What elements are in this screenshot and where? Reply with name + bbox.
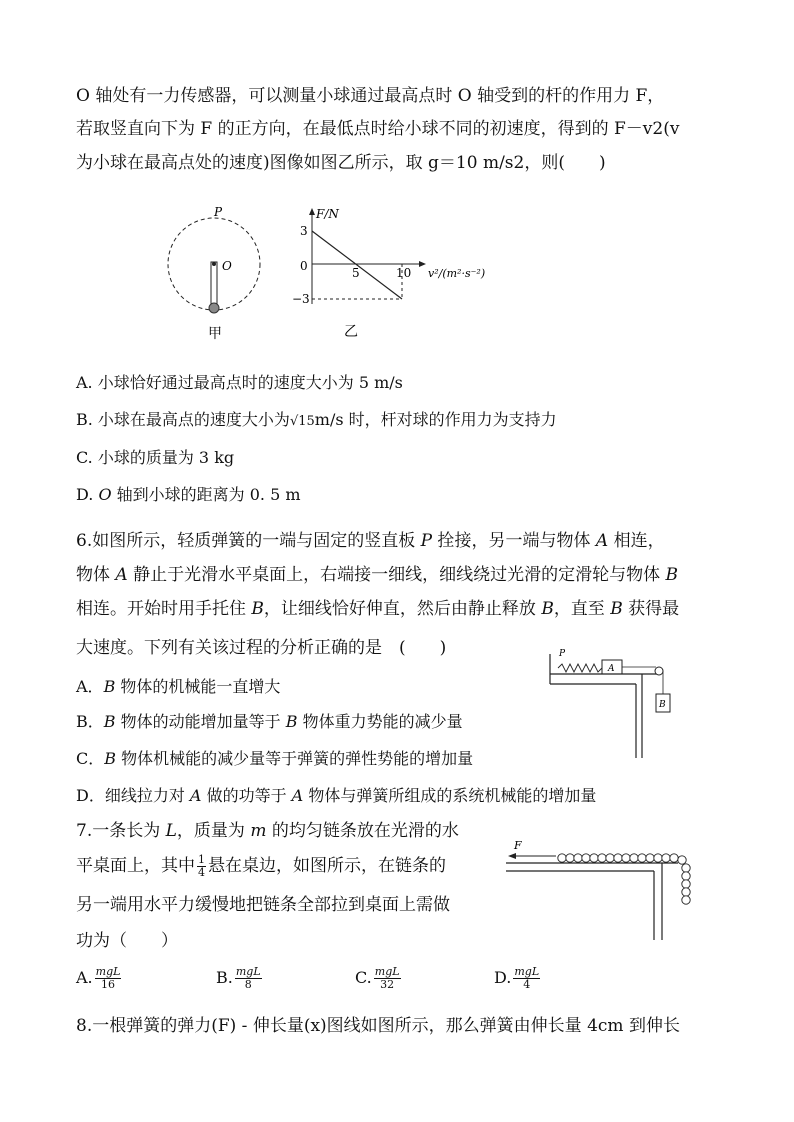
q6-optB-post: 物体重力势能的减少量 bbox=[297, 712, 463, 731]
chain-link bbox=[622, 854, 630, 862]
q6-l3-B3: B bbox=[610, 599, 623, 619]
q7-l1-m: m bbox=[250, 821, 267, 841]
q7-l2-a: 平桌面上，其中 bbox=[76, 856, 195, 876]
q7-optD-frac bbox=[513, 966, 540, 991]
q7-optA-label: A. bbox=[76, 968, 93, 987]
label-F: F bbox=[514, 839, 522, 852]
q6-line-4: 大速度。下列有关该过程的分析正确的是 ( ) bbox=[76, 638, 447, 658]
q7-line-4: 功为（ ） bbox=[76, 931, 178, 951]
chain-link-hanging bbox=[678, 856, 686, 864]
q7-l1-L: L bbox=[165, 821, 177, 841]
fraction-den: 4 bbox=[198, 866, 205, 879]
q8-line-1: 8.一根弹簧的弹力(F) - 伸长量(x)图线如图所示，那么弹簧由伸长量 4cm 到伸长 bbox=[76, 1016, 680, 1036]
chain-link-hanging bbox=[682, 888, 690, 896]
x-arrow bbox=[419, 261, 426, 267]
q7-optD-den: 4 bbox=[523, 978, 531, 991]
figure-q6 bbox=[548, 646, 698, 762]
q6-optD-mid: 做的功等于 bbox=[201, 786, 292, 805]
q6-l3-B2: B bbox=[541, 599, 554, 619]
tick-0: 0 bbox=[300, 259, 308, 273]
q6-l3-c: ，直至 bbox=[553, 599, 611, 619]
q6-optC-B: B bbox=[104, 749, 117, 768]
q5-option-c: C. 小球的质量为 3 kg bbox=[76, 448, 235, 467]
q6-option-b bbox=[76, 711, 463, 733]
q5-line-3: 为小球在最高点处的速度)图像如图乙所示，取 g＝10 m/s2，则( ) bbox=[76, 153, 606, 173]
rod bbox=[211, 262, 217, 306]
chain-link bbox=[670, 854, 678, 862]
q6-l2-b: 静止于光滑水平桌面上，右端接一细线，细线绕过光滑的定滑轮与物体 bbox=[127, 565, 666, 585]
q6-line-3 bbox=[76, 597, 679, 621]
q5-option-d-O: O bbox=[98, 485, 112, 504]
y-arrow bbox=[309, 208, 315, 215]
chain-link-hanging bbox=[682, 896, 690, 904]
q7-l1-c: 的均匀链条放在光滑的水 bbox=[266, 821, 459, 841]
figure-jia bbox=[160, 200, 280, 350]
q6-option-d bbox=[76, 785, 596, 807]
q7-l2-b: 悬在桌边，如图所示，在链条的 bbox=[208, 856, 446, 876]
q6-optC-post: 物体机械能的减少量等于弹簧的弹性势能的增加量 bbox=[116, 749, 474, 768]
chain-link-hanging bbox=[682, 872, 690, 880]
q7-optD-label: D. bbox=[494, 968, 512, 987]
label-A: A bbox=[608, 664, 615, 674]
q5-option-b-post: m/s 时，杆对球的作用力为支持力 bbox=[314, 410, 557, 429]
q6-optA-B: B bbox=[103, 677, 116, 696]
tick-3: 3 bbox=[300, 224, 308, 238]
q6-option-a bbox=[76, 676, 280, 698]
q7-optB-frac bbox=[235, 966, 262, 991]
figure-yi bbox=[290, 204, 510, 348]
q7-option-c bbox=[355, 966, 403, 991]
q7-optA-num: mgL bbox=[95, 965, 121, 978]
q6-l3-b: ，让细线恰好伸直，然后由静止释放 bbox=[263, 599, 542, 619]
q6-optD-A1: A bbox=[189, 786, 202, 805]
chain-link bbox=[638, 854, 646, 862]
q6-optA-post: 物体的机械能一直增大 bbox=[115, 677, 281, 696]
q6-optB-mid: 物体的动能增加量等于 bbox=[115, 712, 286, 731]
q7-optB-label: B. bbox=[216, 968, 233, 987]
q7-l1-a: 7.一条长为 bbox=[76, 821, 166, 841]
chain-link bbox=[566, 854, 574, 862]
q6-optB-B1: B bbox=[103, 712, 116, 731]
q5-line-2: 若取竖直向下为 F 的正方向，在最低点时给小球不同的初速度，得到的 F－v2(v bbox=[76, 119, 680, 139]
fraction-quarter bbox=[197, 854, 206, 879]
chain-link bbox=[630, 854, 638, 862]
q5-option-a: A. 小球恰好通过最高点时的速度大小为 5 m/s bbox=[76, 373, 403, 392]
q5-option-b bbox=[76, 409, 557, 433]
q6-optD-post: 物体与弹簧所组成的系统机械能的增加量 bbox=[303, 786, 597, 805]
q7-option-a bbox=[76, 966, 123, 991]
q6-l1-A: A bbox=[595, 531, 609, 551]
q6-l1-b: 拴接，另一端与物体 bbox=[432, 531, 596, 551]
chain-link-hanging bbox=[682, 880, 690, 888]
q5-option-b-pre: B. 小球在最高点的速度大小为 bbox=[76, 410, 290, 429]
q6-l1-c: 相连， bbox=[608, 531, 665, 551]
fraction-num: 1 bbox=[198, 853, 205, 866]
spring bbox=[558, 664, 602, 672]
q7-l1-b: ，质量为 bbox=[176, 821, 251, 841]
q6-optB-pre: B． bbox=[76, 712, 104, 731]
q5-line-1: O 轴处有一力传感器，可以测量小球通过最高点时 O 轴受到的杆的作用力 F， bbox=[76, 86, 665, 106]
chain-link bbox=[558, 854, 566, 862]
chain-link bbox=[614, 854, 622, 862]
y-axis-label: F/N bbox=[316, 207, 339, 221]
chain-link bbox=[646, 854, 654, 862]
q6-l3-a: 相连。开始时用手托住 bbox=[76, 599, 252, 619]
ball bbox=[209, 303, 219, 313]
q6-l1-P: P bbox=[420, 531, 433, 551]
q6-optD-pre: D．细线拉力对 bbox=[76, 786, 190, 805]
q7-line-2 bbox=[76, 854, 446, 879]
chain-link bbox=[582, 854, 590, 862]
q6-l2-a: 物体 bbox=[76, 565, 116, 585]
q7-option-d bbox=[494, 966, 542, 991]
figure-q7 bbox=[506, 836, 706, 946]
tick-minus-3: −3 bbox=[292, 292, 310, 306]
force-arrow-head bbox=[508, 853, 516, 859]
q7-optC-num: mgL bbox=[374, 965, 400, 978]
caption-jia: 甲 bbox=[208, 326, 222, 342]
pulley bbox=[655, 667, 663, 675]
q6-option-c bbox=[76, 748, 473, 770]
caption-yi: 乙 bbox=[344, 324, 358, 340]
q6-optC-pre: C． bbox=[76, 749, 105, 768]
q5-option-d bbox=[76, 484, 301, 506]
q7-optA-den: 16 bbox=[101, 978, 116, 991]
chain-link bbox=[574, 854, 582, 862]
q6-l3-B1: B bbox=[251, 599, 264, 619]
q7-optC-frac bbox=[374, 966, 401, 991]
q5-option-d-pre: D. bbox=[76, 485, 99, 504]
x-axis-label: v²/(m²·s⁻²) bbox=[428, 267, 486, 280]
axis-O bbox=[212, 262, 216, 266]
q6-optD-A2: A bbox=[291, 786, 304, 805]
q6-l1-a: 6.如图所示，轻质弹簧的一端与固定的竖直板 bbox=[76, 531, 421, 551]
chain-link bbox=[590, 854, 598, 862]
q7-optD-num: mgL bbox=[514, 965, 540, 978]
chain-link bbox=[662, 854, 670, 862]
q6-l2-A: A bbox=[115, 565, 128, 585]
q5-option-b-sqrt: √15 bbox=[289, 414, 315, 429]
chain-link bbox=[598, 854, 606, 862]
q6-l2-B: B bbox=[665, 565, 678, 585]
chain-link bbox=[654, 854, 662, 862]
f-v2-line bbox=[312, 231, 402, 299]
q7-optA-frac bbox=[95, 966, 122, 991]
q5-option-d-post: 轴到小球的距离为 0. 5 m bbox=[111, 485, 301, 504]
chain bbox=[558, 854, 690, 904]
q7-optB-den: 8 bbox=[244, 978, 252, 991]
label-P: P bbox=[559, 649, 566, 659]
q7-option-b bbox=[216, 966, 264, 991]
chain-link-hanging bbox=[682, 864, 690, 872]
q6-line-2 bbox=[76, 563, 678, 587]
chain-link bbox=[606, 854, 614, 862]
q7-line-1 bbox=[76, 819, 459, 843]
q6-line-1 bbox=[76, 529, 665, 553]
label-O: O bbox=[222, 259, 232, 273]
label-P: P bbox=[214, 205, 223, 219]
tick-5: 5 bbox=[352, 266, 360, 280]
q6-optA-pre: A． bbox=[76, 677, 104, 696]
tick-10: 10 bbox=[396, 266, 412, 280]
label-B: B bbox=[659, 700, 666, 710]
q7-optC-label: C. bbox=[355, 968, 372, 987]
q7-line-3: 另一端用水平力缓慢地把链条全部拉到桌面上需做 bbox=[76, 895, 450, 915]
q6-optB-B2: B bbox=[285, 712, 298, 731]
q6-l3-d: 获得最 bbox=[622, 599, 680, 619]
q7-optB-num: mgL bbox=[235, 965, 261, 978]
q7-optC-den: 32 bbox=[380, 978, 395, 991]
